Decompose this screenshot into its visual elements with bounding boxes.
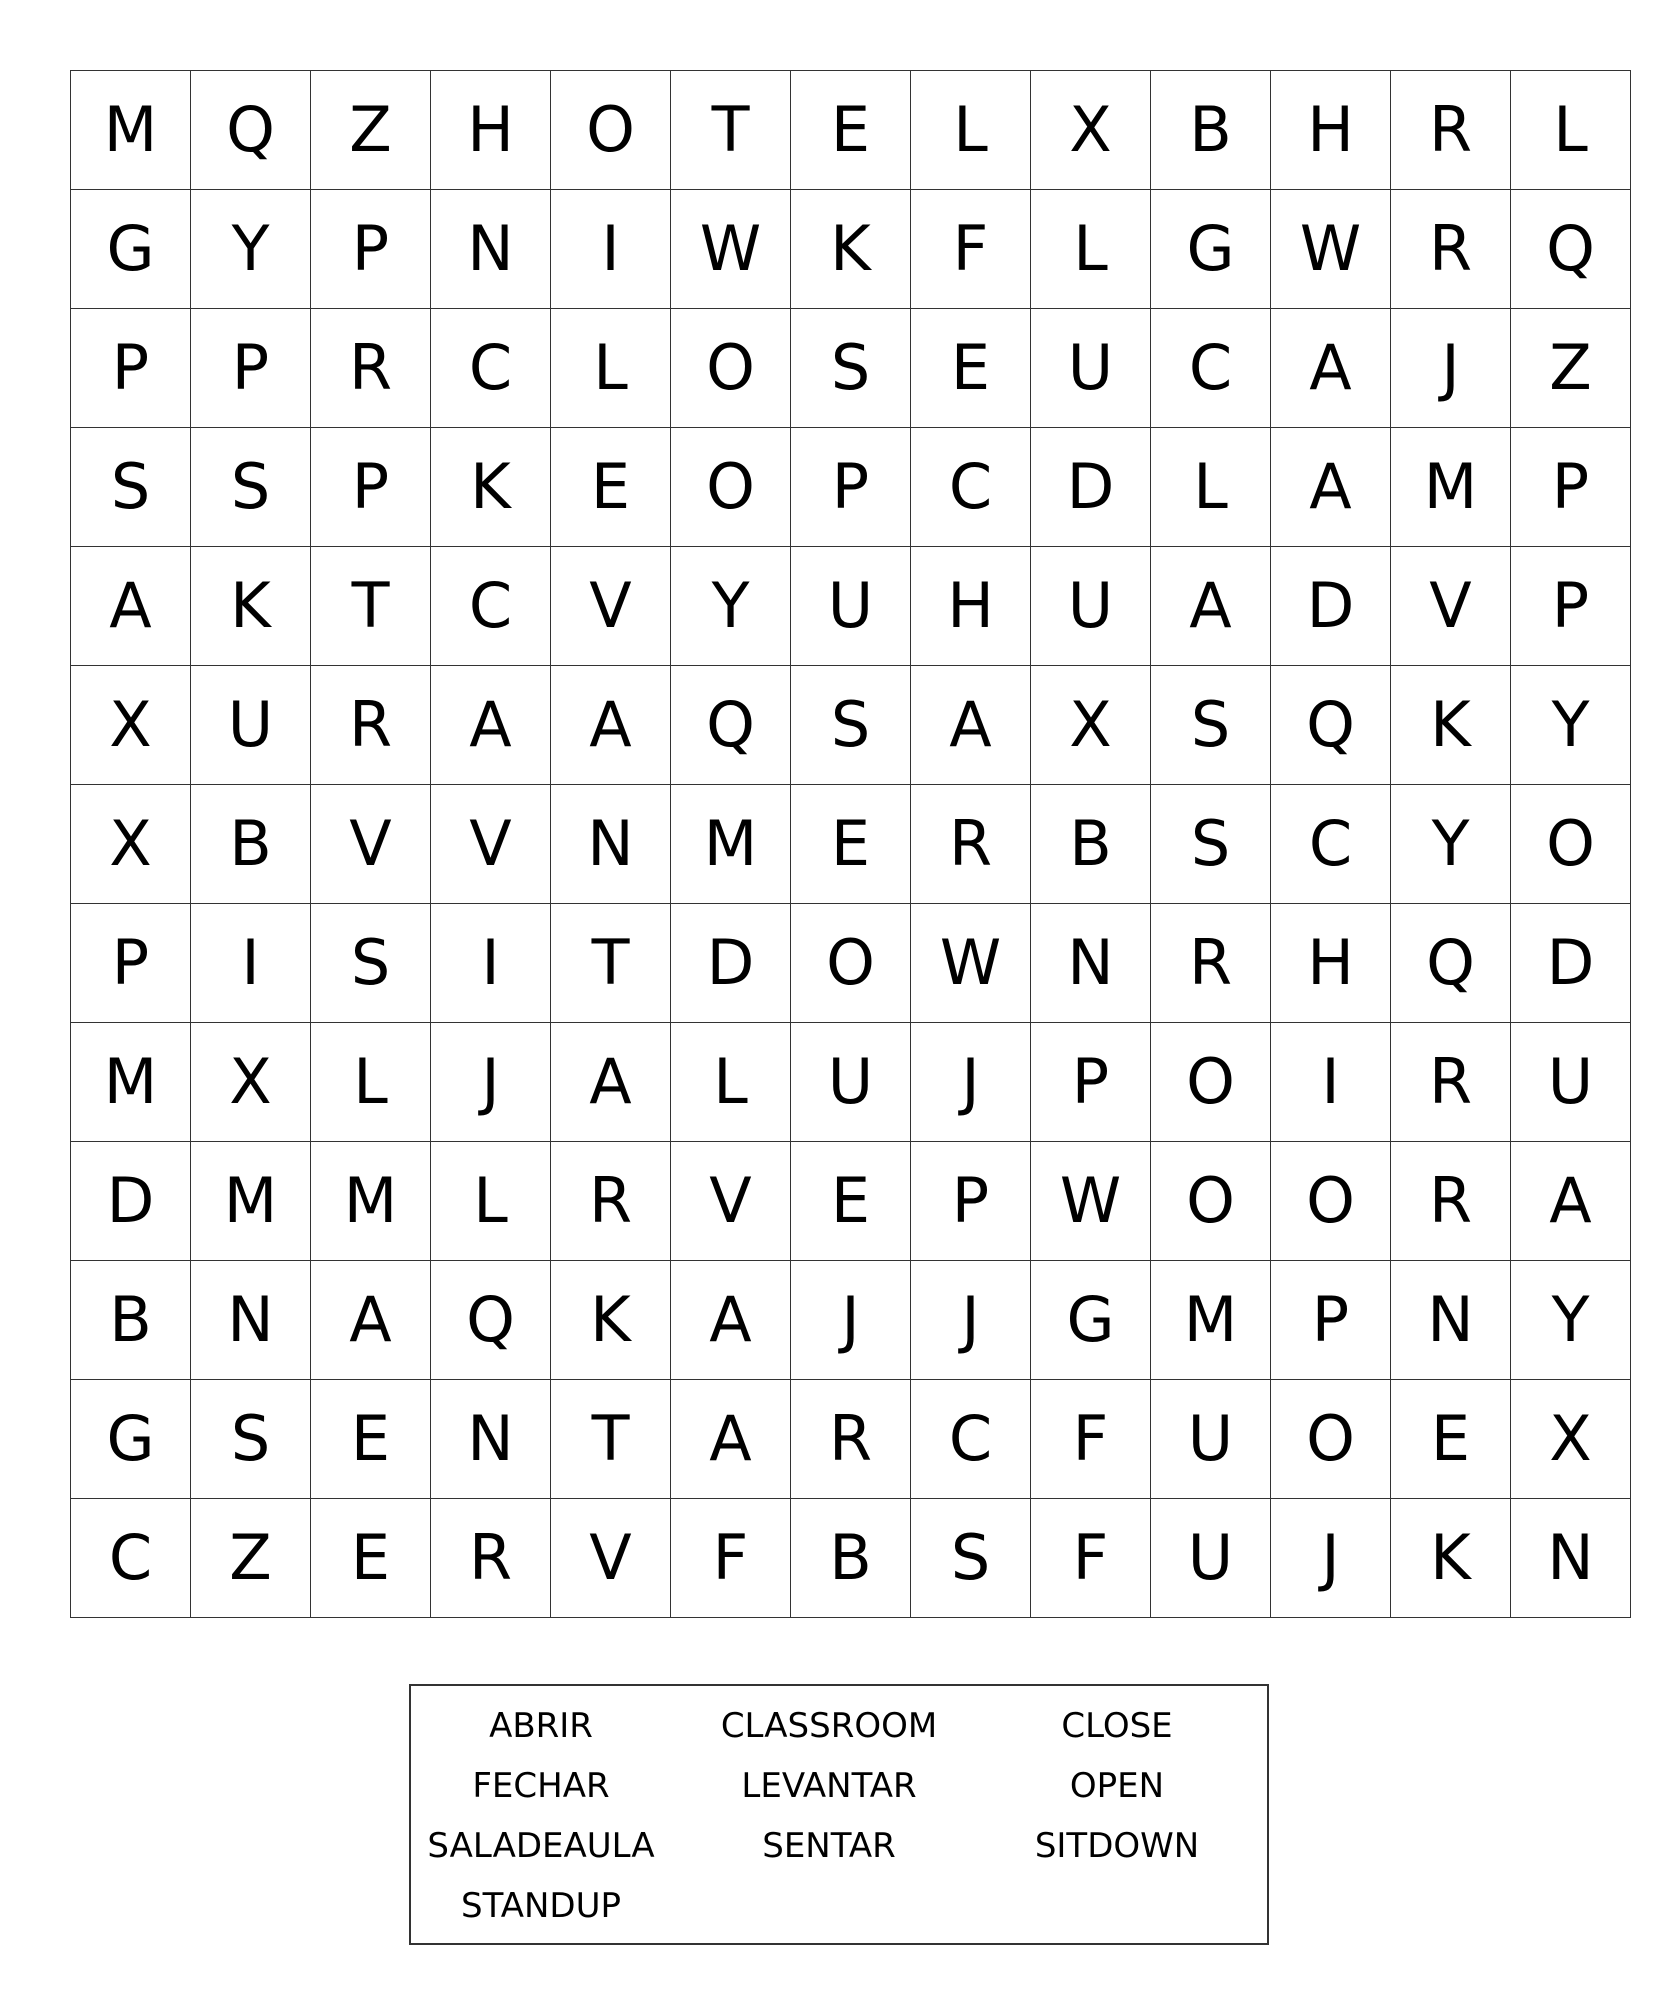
grid-cell[interactable]: E	[791, 71, 911, 190]
word-bank-item: SALADEAULA	[427, 1826, 655, 1866]
grid-cell[interactable]: K	[1391, 666, 1511, 785]
grid-cell[interactable]: X	[71, 666, 191, 785]
grid-cell[interactable]: N	[551, 785, 671, 904]
grid-cell[interactable]: Y	[671, 547, 791, 666]
grid-cell[interactable]: X	[1031, 666, 1151, 785]
grid-cell[interactable]: E	[311, 1499, 431, 1618]
grid-cell[interactable]: P	[1271, 1261, 1391, 1380]
grid-cell[interactable]: V	[431, 785, 551, 904]
grid-cell[interactable]: P	[311, 190, 431, 309]
grid-cell[interactable]: A	[671, 1261, 791, 1380]
grid-cell[interactable]: D	[1031, 428, 1151, 547]
grid-cell[interactable]: L	[1151, 428, 1271, 547]
grid-cell[interactable]: O	[1151, 1023, 1271, 1142]
word-list	[397, 1706, 1267, 1946]
grid-cell[interactable]: P	[791, 428, 911, 547]
grid-cell[interactable]: S	[311, 904, 431, 1023]
grid-cell[interactable]: R	[551, 1142, 671, 1261]
grid-cell[interactable]: V	[551, 547, 671, 666]
grid-cell[interactable]: U	[1031, 309, 1151, 428]
grid-cell[interactable]: A	[551, 1023, 671, 1142]
grid-cell[interactable]: M	[191, 1142, 311, 1261]
grid-cell[interactable]: Z	[1511, 309, 1631, 428]
grid-cell[interactable]: Q	[1271, 666, 1391, 785]
grid-cell[interactable]: C	[431, 309, 551, 428]
grid-cell[interactable]: H	[431, 71, 551, 190]
grid-cell[interactable]: X	[1031, 71, 1151, 190]
grid-cell[interactable]: J	[911, 1023, 1031, 1142]
grid-cell[interactable]: J	[431, 1023, 551, 1142]
grid-cell[interactable]: B	[71, 1261, 191, 1380]
grid-cell[interactable]: M	[671, 785, 791, 904]
grid-cell[interactable]: K	[551, 1261, 671, 1380]
grid-cell[interactable]: O	[671, 309, 791, 428]
grid-cell[interactable]: B	[791, 1499, 911, 1618]
grid-cell[interactable]: Z	[191, 1499, 311, 1618]
grid-cell[interactable]: A	[1151, 547, 1271, 666]
grid-cell[interactable]: O	[671, 428, 791, 547]
grid-cell[interactable]: A	[1271, 309, 1391, 428]
grid-cell[interactable]: J	[911, 1261, 1031, 1380]
grid-cell[interactable]: O	[1271, 1380, 1391, 1499]
grid-cell[interactable]: R	[311, 309, 431, 428]
grid-cell[interactable]: Q	[1391, 904, 1511, 1023]
grid-cell[interactable]: A	[71, 547, 191, 666]
letter-grid-body	[71, 71, 1631, 1618]
grid-cell[interactable]: L	[671, 1023, 791, 1142]
grid-cell[interactable]: J	[791, 1261, 911, 1380]
grid-cell[interactable]: D	[1271, 547, 1391, 666]
grid-cell[interactable]: E	[791, 1142, 911, 1261]
grid-cell[interactable]: E	[911, 309, 1031, 428]
grid-cell[interactable]: N	[1511, 1499, 1631, 1618]
grid-cell[interactable]: H	[1271, 71, 1391, 190]
grid-cell[interactable]: V	[1391, 547, 1511, 666]
grid-cell[interactable]: T	[671, 71, 791, 190]
grid-cell[interactable]: R	[311, 666, 431, 785]
word-bank-item: SENTAR	[762, 1826, 896, 1866]
grid-cell[interactable]: M	[1391, 428, 1511, 547]
grid-row	[71, 785, 1631, 904]
grid-cell[interactable]: A	[911, 666, 1031, 785]
grid-cell[interactable]: Y	[191, 190, 311, 309]
grid-cell[interactable]: S	[791, 309, 911, 428]
grid-row	[71, 71, 1631, 190]
grid-cell[interactable]: B	[191, 785, 311, 904]
grid-row	[71, 1023, 1631, 1142]
grid-cell[interactable]: P	[71, 309, 191, 428]
grid-cell[interactable]: I	[551, 190, 671, 309]
grid-cell[interactable]: Y	[1511, 666, 1631, 785]
grid-cell[interactable]: I	[1271, 1023, 1391, 1142]
grid-cell[interactable]: R	[431, 1499, 551, 1618]
word-bank-item: SITDOWN	[1034, 1826, 1200, 1866]
word-bank-item: ABRIR	[489, 1706, 593, 1746]
grid-cell[interactable]: L	[1511, 71, 1631, 190]
grid-cell[interactable]: S	[1151, 785, 1271, 904]
grid-cell[interactable]: U	[1151, 1380, 1271, 1499]
grid-cell[interactable]: P	[71, 904, 191, 1023]
grid-cell[interactable]: G	[1151, 190, 1271, 309]
grid-cell[interactable]: X	[1511, 1380, 1631, 1499]
grid-cell[interactable]: M	[311, 1142, 431, 1261]
grid-row	[71, 1380, 1631, 1499]
grid-cell[interactable]: O	[791, 904, 911, 1023]
grid-cell[interactable]: C	[911, 428, 1031, 547]
grid-cell[interactable]: J	[1271, 1499, 1391, 1618]
grid-cell[interactable]: T	[551, 1380, 671, 1499]
grid-cell[interactable]: S	[191, 428, 311, 547]
letter-grid	[70, 70, 1631, 1618]
grid-cell[interactable]: L	[431, 1142, 551, 1261]
grid-cell[interactable]: K	[191, 547, 311, 666]
grid-row	[71, 1142, 1631, 1261]
grid-cell[interactable]: R	[791, 1380, 911, 1499]
grid-cell[interactable]: U	[1511, 1023, 1631, 1142]
grid-cell[interactable]: E	[551, 428, 671, 547]
grid-cell[interactable]: G	[1031, 1261, 1151, 1380]
grid-cell[interactable]: U	[791, 1023, 911, 1142]
grid-cell[interactable]: Q	[191, 71, 311, 190]
grid-cell[interactable]: L	[311, 1023, 431, 1142]
grid-cell[interactable]: M	[71, 71, 191, 190]
grid-cell[interactable]: A	[1271, 428, 1391, 547]
grid-row	[71, 428, 1631, 547]
grid-row	[71, 1261, 1631, 1380]
grid-cell[interactable]: N	[431, 1380, 551, 1499]
grid-cell[interactable]: A	[431, 666, 551, 785]
word-bank-item: FECHAR	[472, 1766, 610, 1806]
grid-cell[interactable]: W	[671, 190, 791, 309]
grid-cell[interactable]: E	[311, 1380, 431, 1499]
grid-cell[interactable]: N	[1031, 904, 1151, 1023]
grid-cell[interactable]: T	[551, 904, 671, 1023]
grid-cell[interactable]: C	[431, 547, 551, 666]
grid-cell[interactable]: F	[671, 1499, 791, 1618]
grid-cell[interactable]: L	[1031, 190, 1151, 309]
grid-cell[interactable]: B	[1031, 785, 1151, 904]
grid-cell[interactable]: R	[1391, 1142, 1511, 1261]
grid-cell[interactable]: L	[911, 71, 1031, 190]
grid-cell[interactable]: K	[431, 428, 551, 547]
grid-cell[interactable]: O	[1511, 785, 1631, 904]
grid-cell[interactable]: F	[1031, 1380, 1151, 1499]
grid-cell[interactable]: V	[551, 1499, 671, 1618]
grid-cell[interactable]: A	[1511, 1142, 1631, 1261]
grid-cell[interactable]: F	[1031, 1499, 1151, 1618]
grid-row	[71, 309, 1631, 428]
grid-cell[interactable]: T	[311, 547, 431, 666]
grid-cell[interactable]: C	[71, 1499, 191, 1618]
grid-cell[interactable]: H	[911, 547, 1031, 666]
grid-cell[interactable]: N	[1391, 1261, 1511, 1380]
grid-cell[interactable]: I	[191, 904, 311, 1023]
grid-cell[interactable]: C	[1271, 785, 1391, 904]
grid-cell[interactable]: U	[191, 666, 311, 785]
grid-cell[interactable]: W	[1271, 190, 1391, 309]
grid-cell[interactable]: X	[71, 785, 191, 904]
word-bank-item: STANDUP	[461, 1886, 621, 1926]
grid-row	[71, 547, 1631, 666]
grid-row	[71, 190, 1631, 309]
grid-cell[interactable]: V	[311, 785, 431, 904]
grid-cell[interactable]: S	[911, 1499, 1031, 1618]
grid-cell[interactable]: K	[791, 190, 911, 309]
word-bank-item: OPEN	[1069, 1766, 1165, 1806]
grid-cell[interactable]: R	[1391, 71, 1511, 190]
grid-cell[interactable]: L	[551, 309, 671, 428]
grid-row	[71, 1499, 1631, 1618]
grid-cell[interactable]: Q	[431, 1261, 551, 1380]
grid-row	[71, 666, 1631, 785]
grid-cell[interactable]: Y	[1391, 785, 1511, 904]
grid-cell[interactable]: A	[671, 1380, 791, 1499]
grid-cell[interactable]: O	[1271, 1142, 1391, 1261]
grid-cell[interactable]: P	[311, 428, 431, 547]
grid-cell[interactable]: P	[1511, 428, 1631, 547]
grid-cell[interactable]: G	[71, 1380, 191, 1499]
word-bank-item: CLOSE	[1061, 1706, 1173, 1746]
grid-row	[71, 904, 1631, 1023]
grid-cell[interactable]: P	[191, 309, 311, 428]
grid-cell[interactable]: S	[1151, 666, 1271, 785]
grid-cell[interactable]: D	[1511, 904, 1631, 1023]
grid-cell[interactable]: Y	[1511, 1261, 1631, 1380]
grid-cell[interactable]: O	[1151, 1142, 1271, 1261]
grid-cell[interactable]: J	[1391, 309, 1511, 428]
grid-cell[interactable]: U	[791, 547, 911, 666]
grid-cell[interactable]: F	[911, 190, 1031, 309]
grid-cell[interactable]: B	[1151, 71, 1271, 190]
word-bank	[409, 1684, 1269, 1945]
grid-cell[interactable]: M	[1151, 1261, 1271, 1380]
grid-cell[interactable]: G	[71, 190, 191, 309]
grid-cell[interactable]: P	[911, 1142, 1031, 1261]
grid-cell[interactable]: P	[1511, 547, 1631, 666]
grid-cell[interactable]: A	[311, 1261, 431, 1380]
word-bank-item: CLASSROOM	[720, 1706, 938, 1746]
grid-cell[interactable]: R	[911, 785, 1031, 904]
grid-cell[interactable]: E	[1391, 1380, 1511, 1499]
grid-cell[interactable]: W	[1031, 1142, 1151, 1261]
grid-cell[interactable]: P	[1031, 1023, 1151, 1142]
grid-cell[interactable]: R	[1151, 904, 1271, 1023]
grid-cell[interactable]: C	[911, 1380, 1031, 1499]
grid-cell[interactable]: S	[791, 666, 911, 785]
grid-cell[interactable]: Q	[1511, 190, 1631, 309]
grid-cell[interactable]: D	[71, 1142, 191, 1261]
grid-cell[interactable]: S	[191, 1380, 311, 1499]
grid-cell[interactable]: D	[671, 904, 791, 1023]
grid-cell[interactable]: A	[551, 666, 671, 785]
grid-cell[interactable]: Q	[671, 666, 791, 785]
grid-cell[interactable]: C	[1151, 309, 1271, 428]
grid-cell[interactable]: U	[1031, 547, 1151, 666]
grid-cell[interactable]: Z	[311, 71, 431, 190]
grid-cell[interactable]: O	[551, 71, 671, 190]
grid-cell[interactable]: N	[191, 1261, 311, 1380]
grid-cell[interactable]: K	[1391, 1499, 1511, 1618]
grid-cell[interactable]: U	[1151, 1499, 1271, 1618]
grid-cell[interactable]: R	[1391, 1023, 1511, 1142]
grid-cell[interactable]: I	[431, 904, 551, 1023]
grid-cell[interactable]: N	[431, 190, 551, 309]
word-bank-item: LEVANTAR	[741, 1766, 917, 1806]
grid-cell[interactable]: X	[191, 1023, 311, 1142]
grid-cell[interactable]: V	[671, 1142, 791, 1261]
grid-cell[interactable]: R	[1391, 190, 1511, 309]
grid-cell[interactable]: S	[71, 428, 191, 547]
grid-cell[interactable]: W	[911, 904, 1031, 1023]
grid-cell[interactable]: M	[71, 1023, 191, 1142]
grid-cell[interactable]: E	[791, 785, 911, 904]
grid-cell[interactable]: H	[1271, 904, 1391, 1023]
